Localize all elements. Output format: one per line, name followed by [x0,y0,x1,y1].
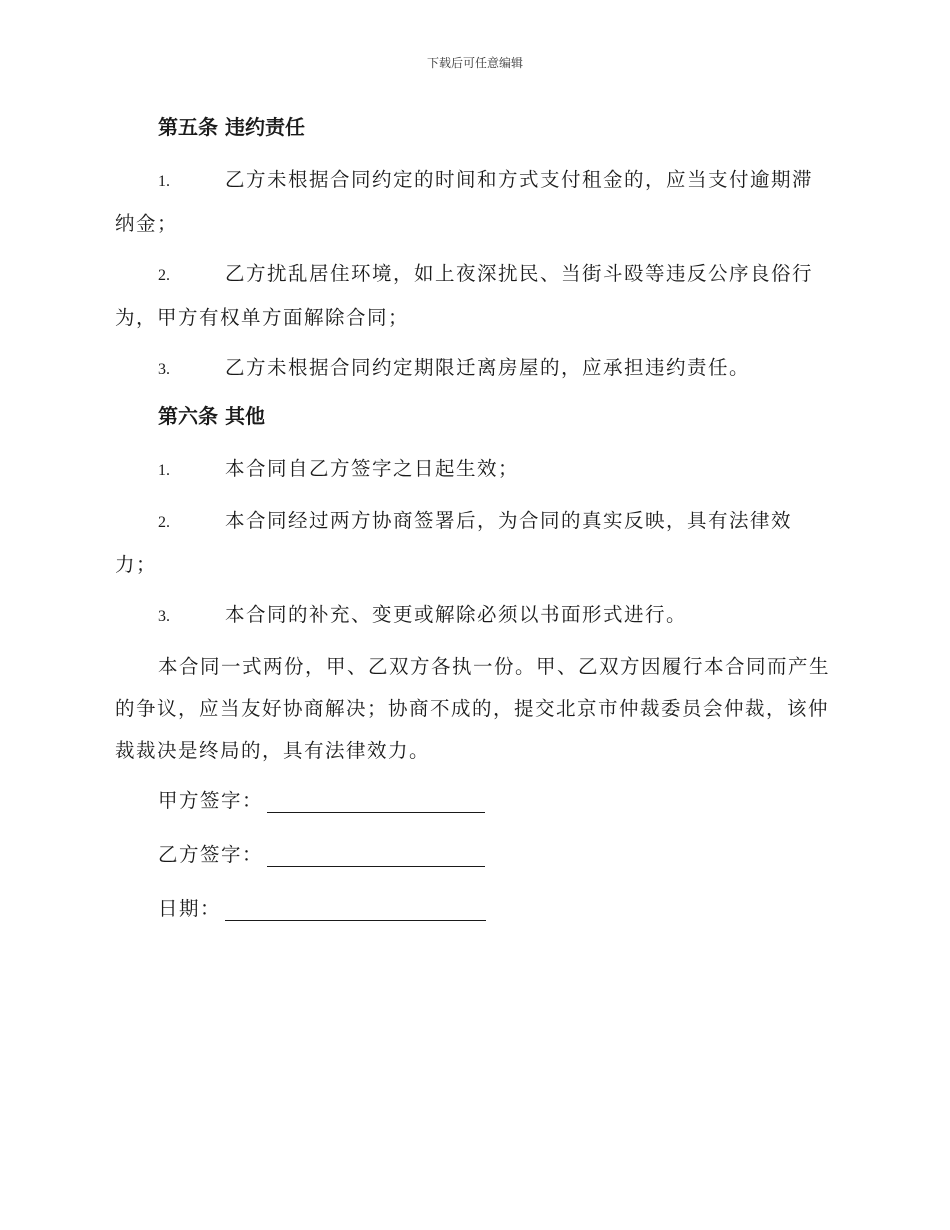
item-number: 2. [158,267,170,284]
party-b-signature-label: 乙方签字： [158,843,264,866]
section-5-title: 第五条 违约责任 [158,115,305,139]
page-header-note: 下载后可任意编辑 [426,56,523,70]
date-row [115,888,833,930]
item-number: 3. [158,361,170,378]
item-text: 本合同自乙方签字之日起生效； [225,457,520,480]
item-number: 1. [158,462,170,479]
item-text: 乙方扰乱居住环境，如上夜深扰民、当街斗殴等违反公序良俗行为，甲方有权单方面解除合同； [115,262,814,329]
contract-body [115,110,833,942]
party-a-signature-label: 甲方签字： [158,789,264,812]
section-5-item-1 [115,159,833,245]
item-number: 2. [158,514,170,531]
date-line[interactable] [225,898,486,921]
item-text: 乙方未根据合同约定的时间和方式支付租金的，应当支付逾期滞纳金； [115,168,814,235]
section-6-item-2 [115,500,833,586]
section-5-item-2 [115,253,833,339]
section-6-title: 第六条 其他 [158,404,265,428]
section-6-item-3 [115,594,833,638]
item-text: 本合同经过两方协商签署后，为合同的真实反映，具有法律效力； [115,509,793,576]
party-b-signature-line[interactable] [267,844,485,867]
item-text: 本合同的补充、变更或解除必须以书面形式进行。 [225,603,688,626]
party-b-signature-row [115,834,833,876]
party-a-signature-line[interactable] [267,790,485,813]
item-number: 1. [158,173,170,190]
party-a-signature-row [115,780,833,822]
item-number: 3. [158,608,170,625]
section-5-item-3 [115,347,833,391]
closing-paragraph: 本合同一式两份，甲、乙双方各执一份。甲、乙双方因履行本合同而产生的争议，应当友好协商解决；协商不成的，提交北京市仲裁委员会仲裁，该仲裁裁决是终局的，具有法律效力。 [115,655,831,762]
section-6-item-1 [115,448,833,492]
item-text: 乙方未根据合同约定期限迁离房屋的，应承担违约责任。 [225,356,751,379]
date-label: 日期： [158,897,222,920]
